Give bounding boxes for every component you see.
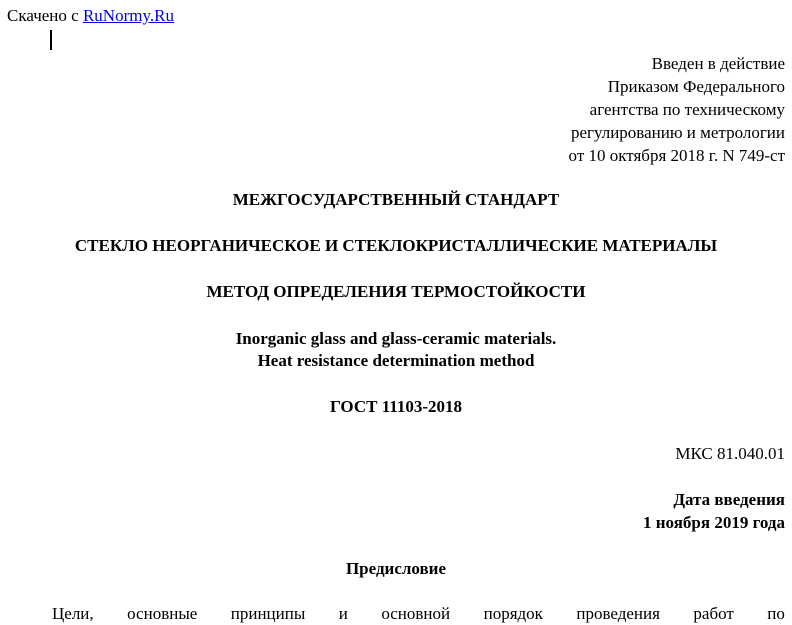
introduction-date-value: 1 ноября 2019 года — [643, 513, 785, 532]
method-heading: МЕТОД ОПРЕДЕЛЕНИЯ ТЕРМОСТОЙКОСТИ — [206, 282, 586, 301]
standard-name-heading: СТЕКЛО НЕОРГАНИЧЕСКОЕ И СТЕКЛОКРИСТАЛЛИЧЕСКИЕ МАТЕРИАЛЫ — [74, 236, 718, 255]
source-prefix: Скачено с — [7, 6, 79, 25]
paragraph-word: основные — [127, 604, 198, 623]
gost-number: ГОСТ 11103-2018 — [330, 397, 462, 416]
approval-block — [569, 52, 785, 167]
english-title-line-1: Inorganic glass and glass-ceramic materials. — [235, 329, 557, 348]
paragraph-word: Цели, — [52, 604, 94, 623]
paragraph-word: принципы — [230, 604, 306, 623]
approval-line: агентства по техническому — [589, 100, 785, 119]
runormy-link[interactable]: RuNormy.Ru — [82, 6, 174, 25]
english-title — [0, 328, 792, 372]
paragraph-word: проведения — [576, 604, 660, 623]
mks-code: МКС 81.040.01 — [675, 444, 785, 463]
paragraph-word: и — [338, 604, 348, 623]
foreword-paragraph-line — [52, 603, 785, 625]
foreword-heading: Предисловие — [345, 559, 447, 578]
approval-line: регулированию и метрологии — [570, 123, 785, 142]
text-cursor — [50, 30, 52, 50]
english-title-line-2: Heat resistance determination method — [257, 351, 535, 370]
approval-line: Приказом Федерального — [607, 77, 785, 96]
introduction-date-block — [643, 488, 785, 534]
paragraph-word: порядок — [483, 604, 543, 623]
introduction-date-label: Дата введения — [673, 490, 785, 509]
source-attribution — [7, 6, 174, 26]
standard-type-heading: МЕЖГОСУДАРСТВЕННЫЙ СТАНДАРТ — [232, 190, 560, 209]
paragraph-word: работ — [693, 604, 734, 623]
paragraph-word: по — [767, 604, 785, 623]
approval-line: от 10 октября 2018 г. N 749-ст — [568, 146, 785, 165]
paragraph-word: основной — [381, 604, 451, 623]
approval-line: Введен в действие — [651, 54, 785, 73]
